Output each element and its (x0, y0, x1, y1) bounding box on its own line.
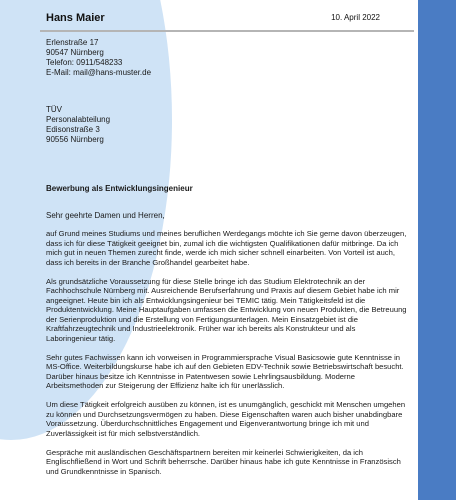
sender-address (46, 38, 151, 78)
decorative-side-bar (418, 0, 456, 500)
body-paragraph: Sehr gutes Fachwissen kann ich vorweisen in Programmiersprache Visual Basicsowie gute Kenntnisse in MS-Office. Weiterbildungskurse habe ich auf den Gebieten EDV-Technik sowie Betriebswirtschaft besucht. Darüber hinaus besitze ich Kenntnisse in Patentwesen sowie Lehrlingsausbildung. Moderne Arbeitsmethoden zur Steigerung der Effizienz halte ich für unerlässlich. (46, 352, 404, 390)
letter-subject: Bewerbung als Entwicklungsingenieur (46, 184, 193, 193)
sender-phone: Telefon: 0911/548233 (46, 58, 123, 67)
letter-body (46, 229, 408, 486)
sender-street: Erlenstraße 17 (46, 38, 99, 47)
sender-email: E-Mail: mail@hans-muster.de (46, 68, 152, 77)
recipient-company: TÜV (46, 105, 62, 114)
recipient-address (46, 105, 110, 145)
body-paragraph: Gespräche mit ausländischen Geschäftspartnern bereiten mir keinerlei Schwierigkeiten, da ich Englischfließend in Wort und Schrift beherrsche. Darüber hinaus habe ich gute Kenntnisse in Französisch und Grundkenntnisse in Spanisch. (46, 447, 401, 476)
recipient-city: 90556 Nürnberg (46, 135, 104, 144)
body-paragraph: auf Grund meines Studiums und meines beruflichen Werdegangs möchte ich Sie gerne davon überzeugen, dass ich für diese Tätigkeit geeignet bin, zumal ich die wichtigsten Qualifikationen dafür mitbringe. Da ich mich gut in neuen Themen zurecht finde, werde ich mich sicher schnell einarbeiten. Von Vorteil ist auch, dass ich bereits in der Branche Großhandel gearbeitet habe. (46, 229, 407, 267)
recipient-street: Edisonstraße 3 (46, 125, 100, 134)
recipient-department: Personalabteilung (46, 115, 111, 124)
body-paragraph: Um diese Tätigkeit erfolgreich ausüben zu können, ist es unumgänglich, geschickt mit Menschen umgehen zu können und Durchsetzungsvermögen zu haben. Diese Eigenschaften waren auch bisher unabdingbare Voraussetzung. Überdurchschnittliches Engagement und Eigenverantwortung bringe ich mit und Zuverlässigkeit ist für mich selbstverständlich. (46, 400, 406, 438)
header-divider (40, 30, 414, 32)
sender-city: 90547 Nürnberg (46, 48, 104, 57)
salutation: Sehr geehrte Damen und Herren, (46, 211, 165, 220)
letter-date: 10. April 2022 (331, 13, 380, 22)
sender-name: Hans Maier (46, 12, 105, 24)
body-paragraph: Als grundsätzliche Voraussetzung für diese Stelle bringe ich das Studium Elektrotechnik an der Fachhochschule Nürnberg mit. Ausreichende Berufserfahrung und Praxis auf diesem Gebiet habe ich mir angeeignet. Heute bin ich als Entwicklungsingenieur bei TEMIC tätig. Mein Tätigkeitsfeld ist die Produktentwicklung. Meine Hauptaufgaben umfassen die Entwicklung von neuen Produkten, die Betreuung der Serienproduktion und die Erstellung von Fertigungsunterlagen. Mein Einsatzgebiet ist die Kraftfahrzeugtechnik und Industrieelektronik. Früher war ich bereits als Konstrukteur und als Laboringenieur tätig. (46, 276, 407, 343)
